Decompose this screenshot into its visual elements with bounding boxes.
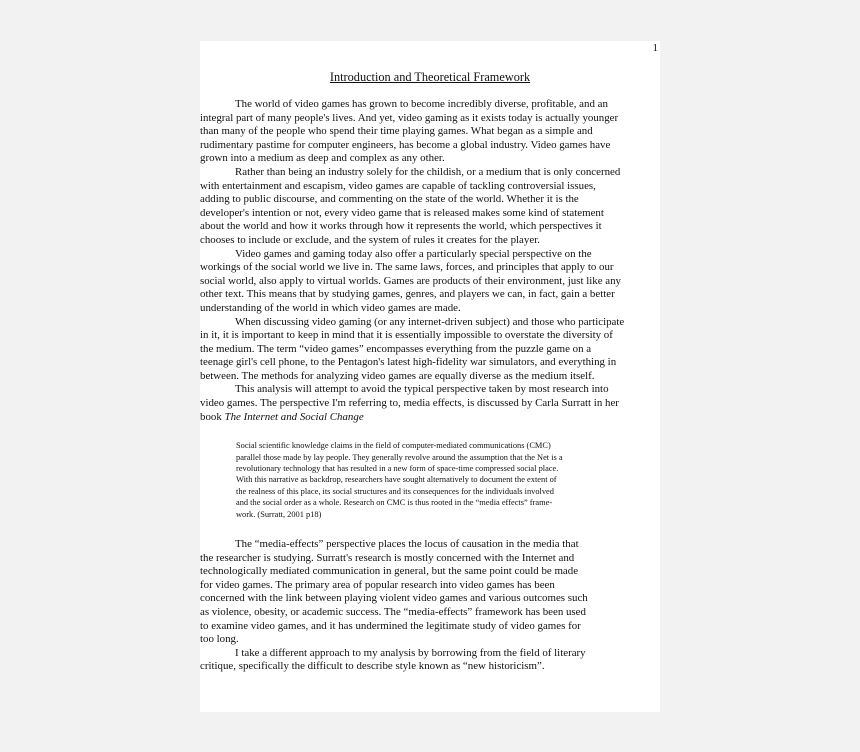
text-line: Rather than being an industry solely for the childish, or a medium that is only concerned <box>235 165 621 178</box>
book-title: The Internet and Social Change <box>224 410 364 423</box>
text-line: grown into a medium as deep and complex as any other. <box>200 152 445 165</box>
text-line: the researcher is studying. Surratt's research is mostly concerned with the Internet and <box>200 551 575 564</box>
text-line: teenage girl's cell phone, to the Pentagon's latest high-fidelity war simulators, and everything in <box>200 356 617 369</box>
text-line: too long. <box>200 633 239 646</box>
quote-line: the realness of this place, its social structures and its consequences for the individuals involved <box>236 486 554 496</box>
block-quote <box>236 440 622 520</box>
text-line: When discussing video gaming (or any internet-driven subject) and those who participate <box>235 315 625 328</box>
paragraph <box>200 98 658 166</box>
text-line: with entertainment and escapism, video games are capable of tackling controversial issues, <box>200 179 596 192</box>
text-line: the medium. The term “video games” encompasses everything from the puzzle game on a <box>200 342 592 355</box>
text-line: integral part of many people's lives. And yet, video gaming as it exists today is actually younger <box>200 111 619 124</box>
text-line: video games. The perspective I'm referring to, media effects, is discussed by Carla Surratt in her <box>200 397 619 410</box>
paragraph <box>200 538 658 647</box>
text-line: in it, it is important to keep in mind that it is essentially impossible to overstate the diversity of <box>200 329 613 342</box>
text-line: technologically mediated communication in general, but the same point could be made <box>200 565 579 578</box>
text-line: This analysis will attempt to avoid the typical perspective taken by most research into <box>235 383 609 396</box>
paragraph <box>200 166 658 248</box>
text-line: developer's intention or not, every video game that is released makes some kind of statement <box>200 206 604 219</box>
text-line: Video games and gaming today also offer a particularly special perspective on the <box>235 247 592 260</box>
quote-line: parallel those made by lay people. They generally revolve around the assumption that the Net is a <box>236 452 563 462</box>
text-line: The world of video games has grown to become incredibly diverse, profitable, and an <box>235 98 608 110</box>
page-title: Introduction and Theoretical Framework <box>329 70 531 84</box>
paragraph <box>200 383 658 424</box>
text-line: as violence, obesity, or academic success. The “media-effects” framework has been used <box>200 606 586 619</box>
quote-line: revolutionary technology that has resulted in a new form of space-time compressed social place. <box>236 464 559 474</box>
text-line: workings of the social world we live in. The same laws, forces, and principles that apply to our <box>200 261 614 274</box>
text-line: understanding of the world in which video games are made. <box>200 301 461 314</box>
quote-line: With this narrative as backdrop, researchers have sought alternatively to document the extent of <box>236 475 557 485</box>
text-line: than many of the people who spend their time playing games. What began as a simple and <box>200 125 593 138</box>
text-line: to examine video games, and it has undermined the legitimate study of video games for <box>200 619 581 632</box>
document-page <box>200 41 660 712</box>
quote-line: work. (Surratt, 2001 p18) <box>236 509 322 519</box>
text-line: other text. This means that by studying games, genres, and players we can, in fact, gain a better <box>200 288 615 301</box>
quote-line: and the social order as a whole. Research on CMC is thus rooted in the “media effects” frame- <box>236 498 553 508</box>
page-number: 1 <box>652 42 658 54</box>
text-line: rudimentary pastime for computer engineers, has become a global industry. Video games have <box>200 138 611 151</box>
text-line: The “media-effects” perspective places the locus of causation in the media that <box>235 538 579 551</box>
text-line: about the world and how it works through how it represents the world, which perspectives it <box>200 220 602 233</box>
quote-line: Social scientific knowledge claims in the field of computer-mediated communications (CMC) <box>236 441 551 451</box>
text-line: between. The methods for analyzing video games are equally diverse as the medium itself. <box>200 369 595 382</box>
text-line: I take a different approach to my analysis by borrowing from the field of literary <box>235 646 586 659</box>
paragraph <box>200 647 658 674</box>
text-line: social world, also apply to virtual worlds. Games are products of their environment, just like any <box>200 274 622 287</box>
text-line: adding to public discourse, and commenting on the state of the world. Whether it is the <box>200 193 579 206</box>
text-fragment: book <box>200 410 225 423</box>
text-line <box>200 411 658 425</box>
text-line: concerned with the link between playing violent video games and various outcomes such <box>200 592 588 605</box>
text-line: chooses to include or exclude, and the system of rules it creates for the player. <box>200 233 540 246</box>
text-line: for video games. The primary area of popular research into video games has been <box>200 578 555 591</box>
text-line: critique, specifically the difficult to describe style known as “new historicism”. <box>200 660 545 673</box>
paragraph <box>200 248 658 316</box>
body-text <box>200 98 658 674</box>
paragraph <box>200 316 658 384</box>
